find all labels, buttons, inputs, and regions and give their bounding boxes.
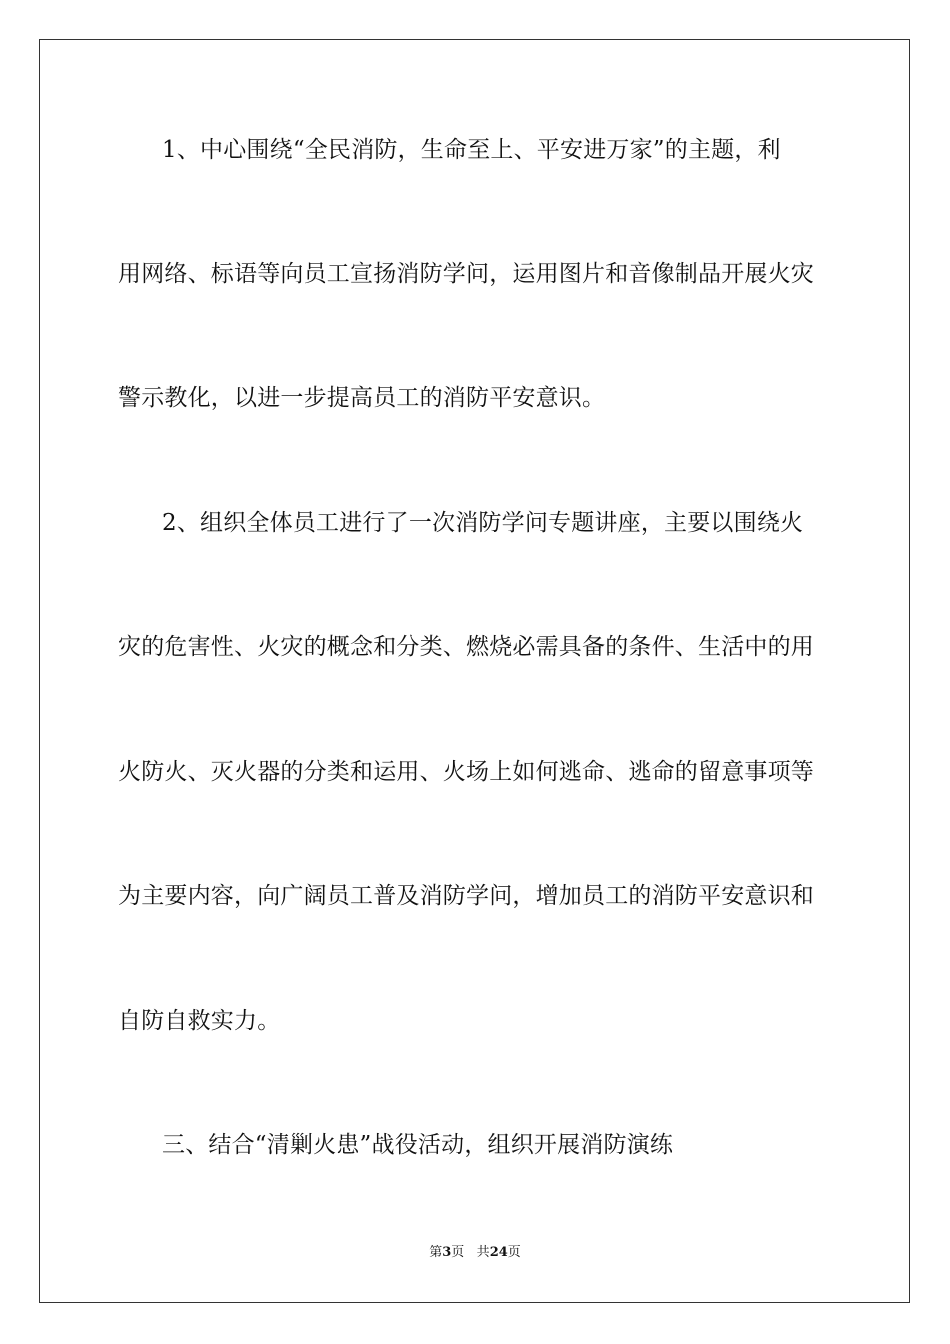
current-page-number: 3 [442,1245,452,1260]
section-heading-3: 三、结合“清剿火患”战役活动，组织开展消防演练 [162,1132,674,1158]
paragraph-1-line-1: 1、中心围绕“全民消防，生命至上、平安进万家”的主题，利 [162,137,781,163]
page-footer [0,1244,950,1262]
paragraph-2-line-1: 2、组织全体员工进行了一次消防学问专题讲座，主要以围绕火 [162,510,804,536]
paragraph-2-line-2: 灾的危害性、火灾的概念和分类、燃烧必需具备的条件、生活中的用 [118,634,814,660]
page-border [39,39,910,1303]
paragraph-2-line-5: 自防自救实力。 [118,1008,281,1034]
paragraph-2-line-3: 火防火、灭火器的分类和运用、火场上如何逃命、逃命的留意事项等 [118,759,814,785]
total-pages-number: 24 [489,1245,508,1260]
paragraph-2-line-4: 为主要内容，向广阔员工普及消防学问，增加员工的消防平安意识和 [118,883,814,909]
page-suffix: 页 [451,1245,465,1260]
page-prefix: 第 [429,1245,443,1260]
paragraph-1-line-2: 用网络、标语等向员工宣扬消防学问，运用图片和音像制品开展火灾 [118,261,814,287]
total-suffix: 页 [507,1245,521,1260]
total-prefix: 共 [476,1245,490,1260]
paragraph-1-line-3: 警示教化，以进一步提高员工的消防平安意识。 [118,385,606,411]
